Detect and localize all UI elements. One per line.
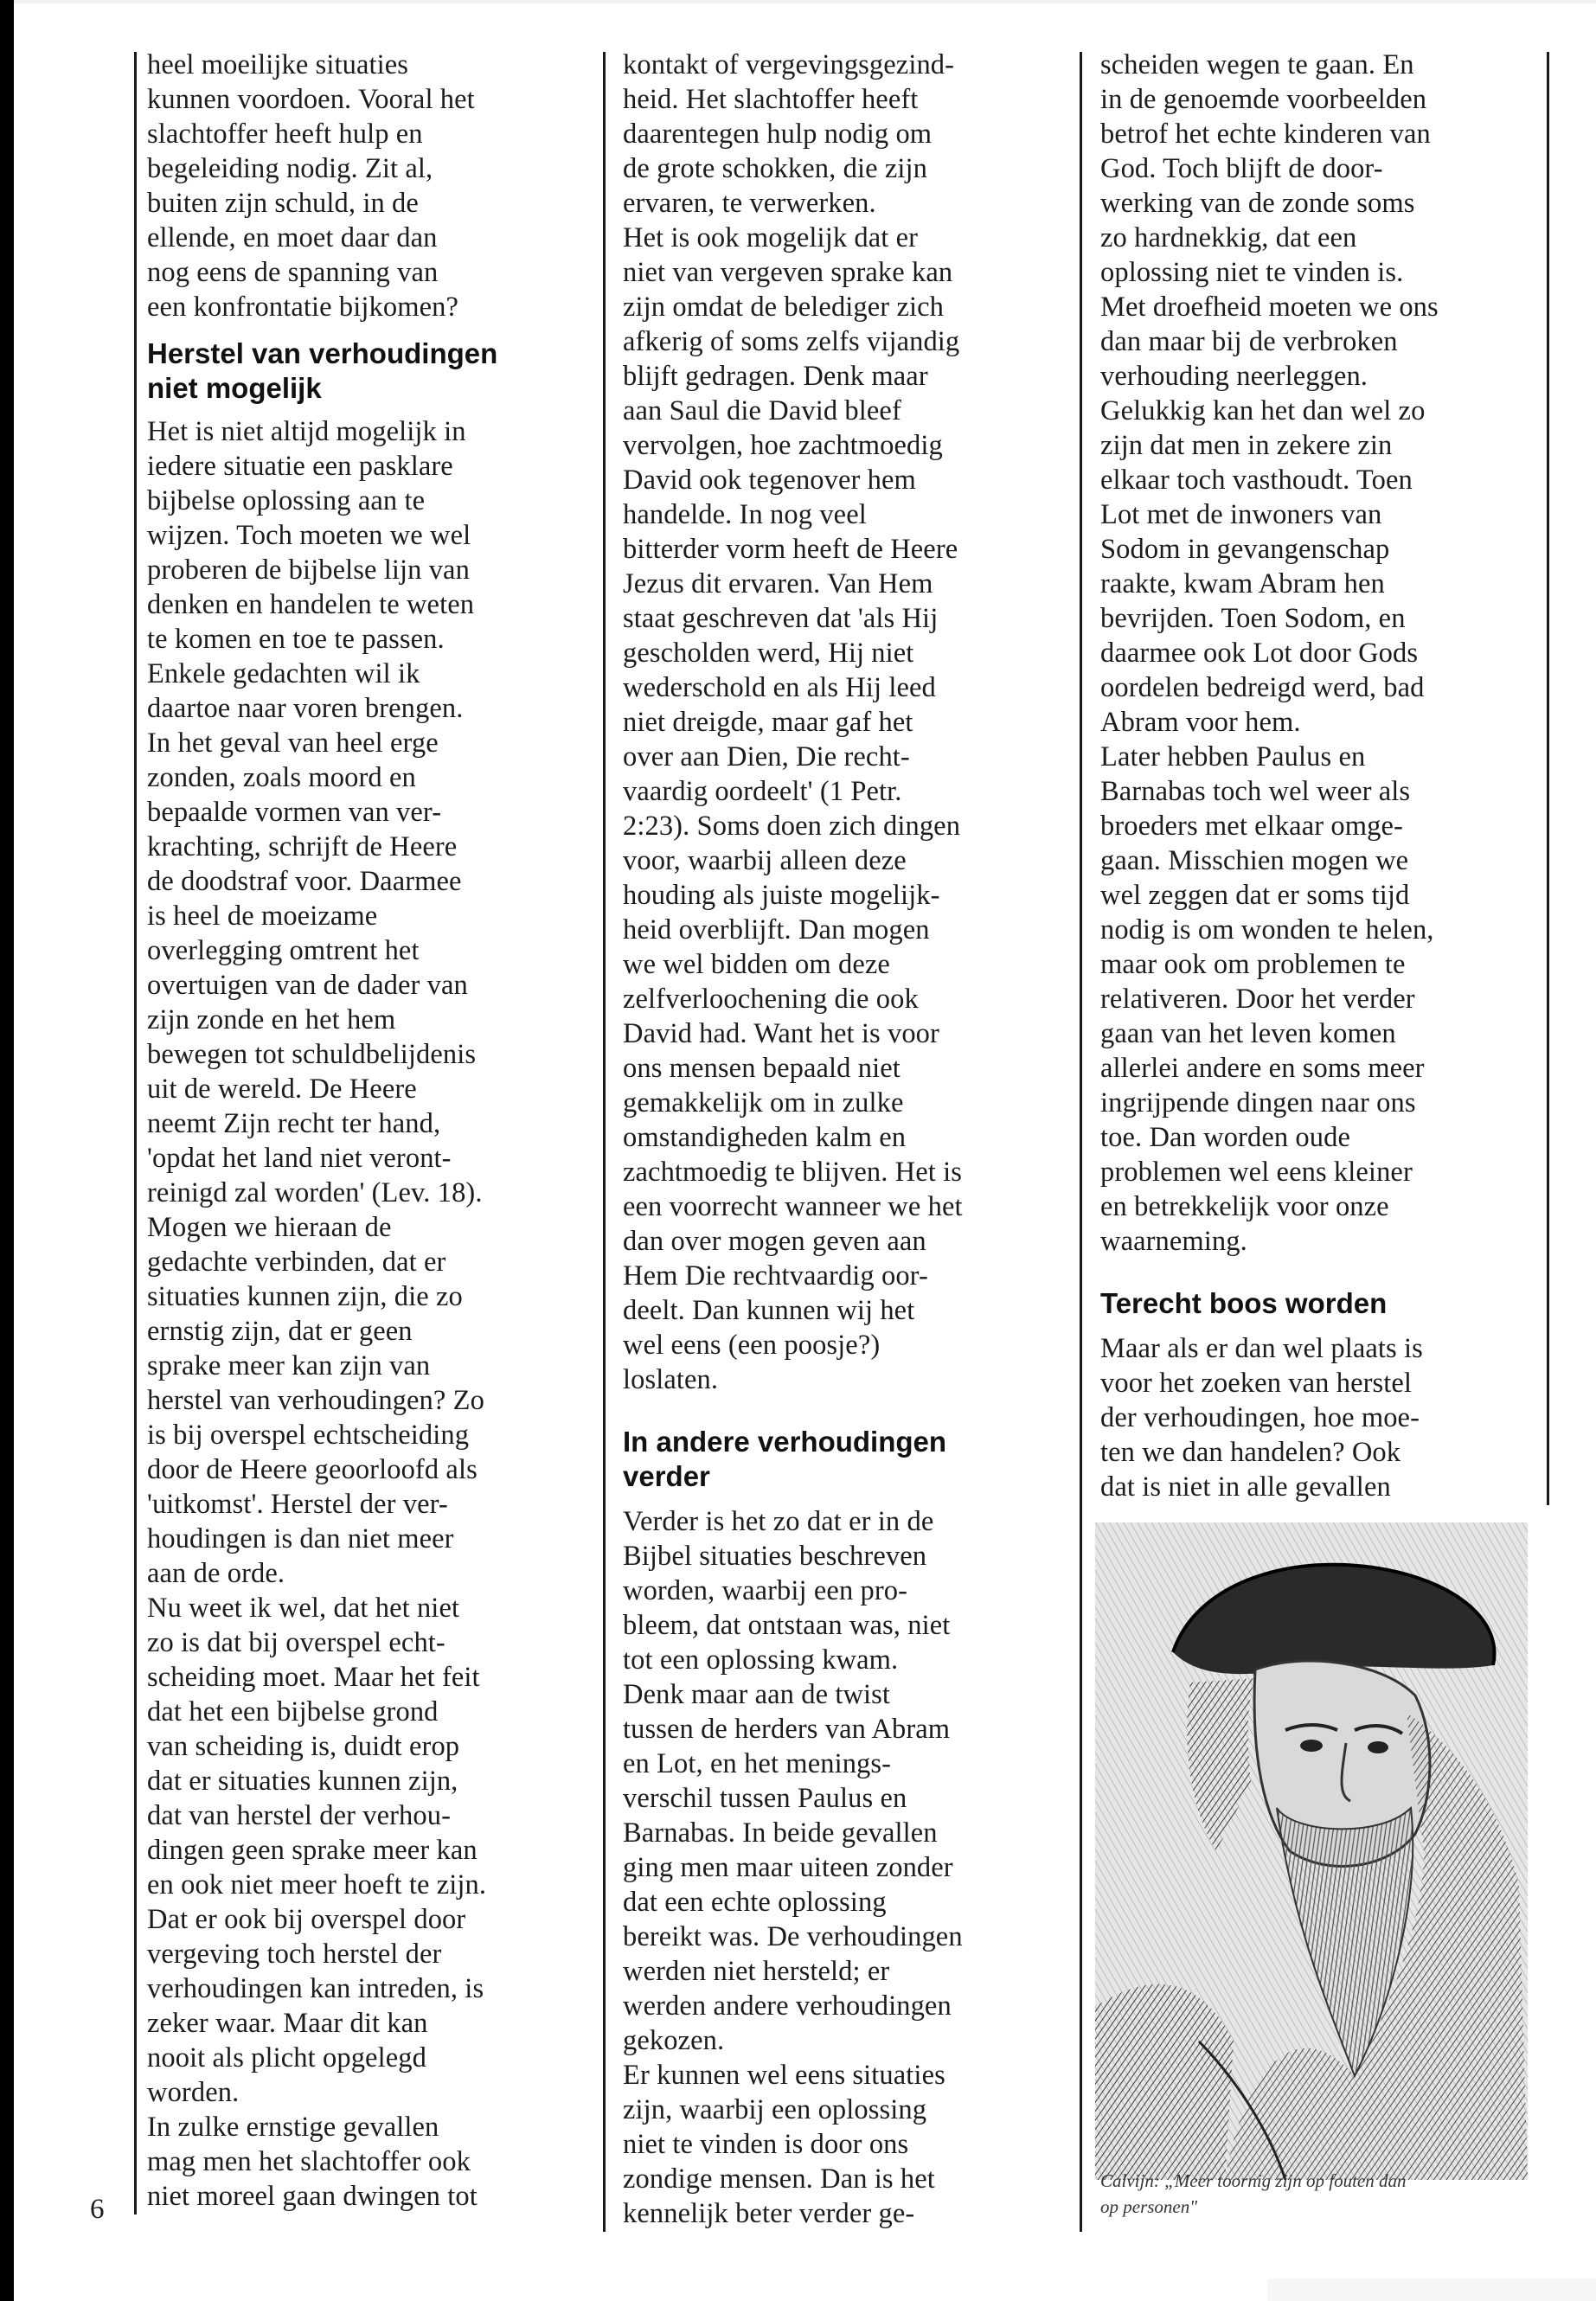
scan-top-edge bbox=[14, 0, 1596, 3]
calvin-engraving-illustration bbox=[1095, 1522, 1528, 2180]
heading-herstel-niet-mogelijk: Herstel van verhoudingen niet mogelijk bbox=[147, 337, 498, 404]
column-rule-right bbox=[1547, 52, 1549, 1505]
article-column-1 bbox=[147, 48, 580, 2214]
column2-paragraph-2: Verder is het zo dat er in de Bijbel situaties beschreven worden, waarbij een pro- bleem, dat ontstaan was, niet tot een oplossing kwam. Denk maar aan de twist tussen de herders van Abram en Lot, en het menings- verschil tussen Paulus en Barnabas. In beide gevallen ging men maar uiteen zonder dat een echte oplossing bereikt was. De verhoudingen werden niet hersteld; er werden andere verhoudingen gekozen. Er kunnen wel eens situaties zijn, waarbij een oplossing niet te vinden is door ons zondige mensen. Dan is het kennelijk beter verder ge- bbox=[623, 1506, 963, 2229]
heading-terecht-boos: Terecht boos worden bbox=[1100, 1287, 1388, 1319]
column-rule-middle-left bbox=[603, 52, 606, 2232]
article-column-2 bbox=[623, 48, 1055, 2231]
column1-paragraph-1: heel moeilijke situaties kunnen voordoen. Vooral het slachtoffer heeft hulp en begeleiding nodig. Zit al, buiten zijn schuld, in de ellende, en moet daar dan nog eens de spanning van een konfrontatie bijkomen? bbox=[147, 49, 475, 323]
scan-footer-strip bbox=[1267, 2279, 1596, 2301]
column1-paragraph-2: Het is niet altijd mogelijk in iedere situatie een pasklare bijbelse oplossing aan te wijzen. Toch moeten we wel proberen de bijbelse lijn van denken en handelen te weten te komen en toe te passen. Enkele gedachten wil ik daartoe naar voren brengen. In het geval van heel erge zonden, zoals moord en bepaalde vormen van ver- krachting, schrijft de Heere de doodstraf voor. Daarmee is heel de moeizame overlegging omtrent het overtuigen van de dader van zijn zonde en het hem bewegen tot schuldbelijdenis uit de wereld. De Heere neemt Zijn recht ter hand, 'opdat het land niet veront- reinigd zal worden' (Lev. 18). Mogen we hieraan de gedachte verbinden, dat er situaties kunnen zijn, die zo ernstig zijn, dat er geen sprake meer kan zijn van herstel van verhoudingen? Zo is bij overspel echtscheiding door de Heere geoorloofd als 'uitkomst'. Herstel der ver- houdingen is dan niet meer aan de orde. Nu weet ik wel, dat het niet zo is dat bij overspel echt- scheiding moet. Maar het feit dat het een bijbelse grond van scheiding is, duidt erop dat er situaties kunnen zijn, dat van herstel der verhou- dingen geen sprake meer kan en ook niet meer hoeft te zijn. Dat er ook bij overspel door vergeving toch herstel der verhoudingen kan intreden, is zeker waar. Maar dit kan nooit als plicht opgelegd worden. In zulke ernstige gevallen mag men het slachtoffer ook niet moreel gaan dwingen tot bbox=[147, 416, 487, 2212]
column3-paragraph-2: Maar als er dan wel plaats is voor het zoeken van herstel der verhoudingen, hoe moe- ten we dan handelen? Ook dat is niet in alle gevallen bbox=[1100, 1333, 1423, 1503]
article-column-3 bbox=[1100, 48, 1533, 1504]
column-rule-middle-right bbox=[1080, 52, 1082, 2232]
column-rule-left bbox=[134, 52, 137, 2214]
page-number: 6 bbox=[90, 2194, 105, 2225]
column2-paragraph-1: kontakt of vergevingsgezind- heid. Het slachtoffer heeft daarentegen hulp nodig om de grote schokken, die zijn ervaren, te verwerken. Het is ook mogelijk dat er niet van vergeven sprake kan zijn omdat de belediger zich afkerig of soms zelfs vijandig blijft gedragen. Denk maar aan Saul die David bleef vervolgen, hoe zachtmoedig David ook tegenover hem handelde. In nog veel bitterder vorm heeft de Heere Jezus dit ervaren. Van Hem staat geschreven dat 'als Hij gescholden werd, Hij niet wederschold en als Hij leed niet dreigde, maar gaf het over aan Dien, Die recht- vaardig oordeelt' (1 Petr. 2:23). Soms doen zich dingen voor, waarbij alleen deze houding als juiste mogelijk- heid overblijft. Dan mogen we wel bidden om deze zelfverloochening die ook David had. Want het is voor ons mensen bepaald niet gemakkelijk om in zulke omstandigheden kalm en zachtmoedig te blijven. Het is een voorrecht wanneer we het dan over mogen geven aan Hem Die rechtvaardig oor- deelt. Dan kunnen wij het wel eens (een poosje?) loslaten. bbox=[623, 49, 963, 1395]
calvin-portrait bbox=[1095, 1522, 1528, 2180]
column3-paragraph-1: scheiden wegen te gaan. En in de genoemde voorbeelden betrof het echte kinderen van God. Toch blijft de door- werking van de zonde soms zo hardnekkig, dat een oplossing niet te vinden is. Met droefheid moeten we ons dan maar bij de verbroken verhouding neerleggen. Gelukkig kan het dan wel zo zijn dat men in zekere zin elkaar toch vasthoudt. Toen Lot met de inwoners van Sodom in gevangenschap raakte, kwam Abram hen bevrijden. Toen Sodom, en daarmee ook Lot door Gods oordelen bedreigd werd, bad Abram voor hem. Later hebben Paulus en Barnabas toch wel weer als broeders met elkaar omge- gaan. Misschien mogen we wel zeggen dat er soms tijd nodig is om wonden te helen, maar ook om problemen te relativeren. Door het verder gaan van het leven komen allerlei andere en soms meer ingrijpende dingen naar ons toe. Dan worden oude problemen wel eens kleiner en betrekkelijk voor onze waarneming. bbox=[1100, 49, 1439, 1257]
portrait-caption: Calvijn: „Meer toornig zijn op fouten dan op personen" bbox=[1100, 2170, 1407, 2217]
heading-andere-verhoudingen: In andere verhoudingen verder bbox=[623, 1426, 947, 1492]
scan-edge-bar bbox=[0, 0, 14, 2301]
